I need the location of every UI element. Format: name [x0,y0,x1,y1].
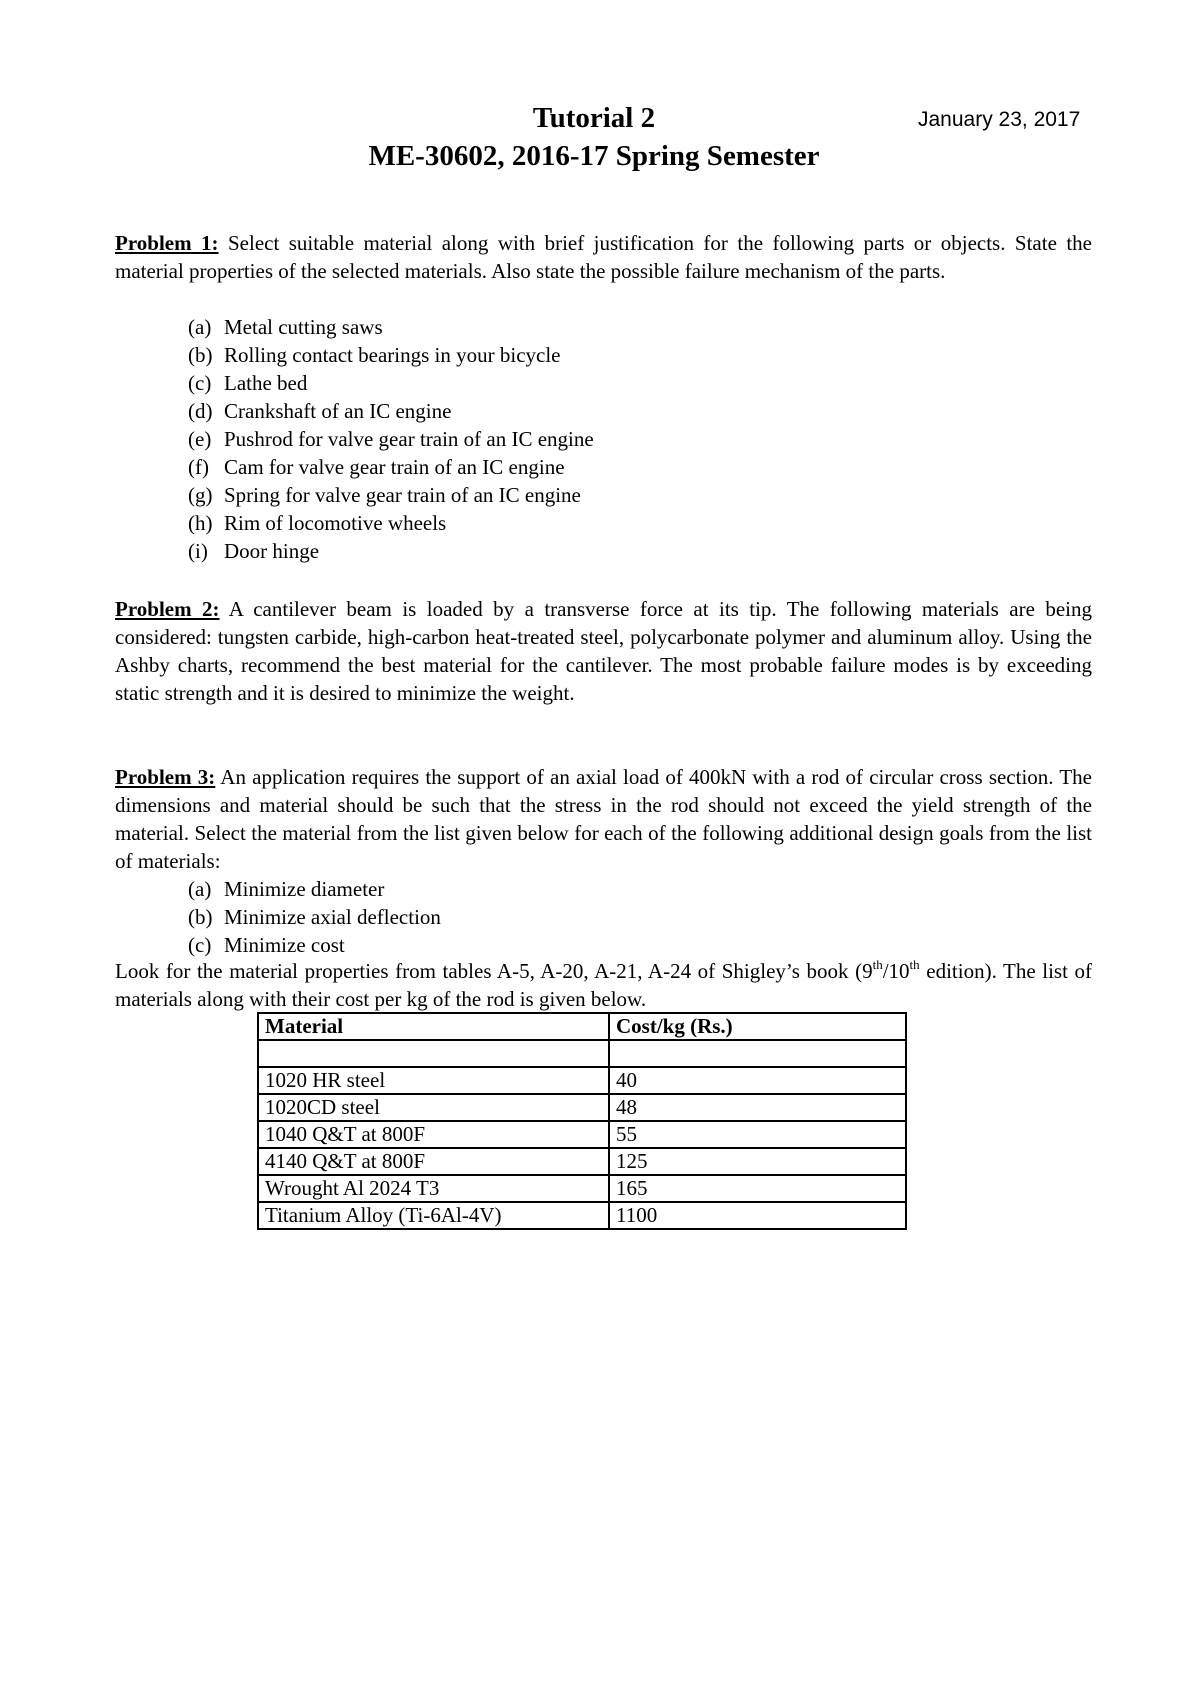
note-part-3: edition). The list of materials along with their cost per kg of the rod is given below. [115,959,1092,1011]
table-row [258,1094,906,1121]
problem-2-label: Problem 2: [115,597,220,621]
item-text: Pushrod for valve gear train of an IC engine [224,427,594,451]
list-item [115,509,1092,537]
cell-material [258,1040,609,1067]
list-item [115,341,1092,369]
list-item [115,931,1092,959]
table-header-row [258,1013,906,1040]
list-item [115,453,1092,481]
list-item [115,875,1092,903]
material-cost-table [257,1012,907,1230]
problem-3-statement [115,763,1092,875]
item-label: (c) [188,371,212,395]
item-label: (f) [188,455,209,479]
table-row [258,1202,906,1229]
item-text: Door hinge [224,539,320,563]
problem-2-statement [115,595,1092,707]
item-text: Spring for valve gear train of an IC engine [224,483,581,507]
list-item [115,369,1092,397]
problem-1-statement [115,229,1092,285]
problem-2-text: A cantilever beam is loaded by a transverse force at its tip. The following materials are being considered: tungsten carbide, high-carbon heat-treated steel, polycarbonate polymer and aluminum alloy. Using the Ashby charts, recommend the best material for the cantilever. The most probable failure modes is by exceeding static strength and it is desired to minimize the weight. [115,597,1092,705]
item-text: Crankshaft of an IC engine [224,399,452,423]
problem-1-list [115,313,1092,565]
item-text: Metal cutting saws [224,315,383,339]
list-item [115,903,1092,931]
cell-cost [609,1040,906,1067]
cell-material: 1040 Q&T at 800F [258,1121,609,1148]
item-text: Lathe bed [224,371,308,395]
list-item [115,425,1092,453]
table-row [258,1175,906,1202]
list-item [115,397,1092,425]
item-label: (e) [188,427,212,451]
table-row [258,1148,906,1175]
superscript-th: th [872,957,883,972]
cell-cost: 55 [609,1121,906,1148]
cell-cost: 48 [609,1094,906,1121]
cell-material: 1020CD steel [258,1094,609,1121]
superscript-th: th [909,957,920,972]
table-row [258,1121,906,1148]
item-label: (d) [188,399,213,423]
item-text: Rolling contact bearings in your bicycle [224,343,561,367]
item-text: Minimize diameter [224,877,385,901]
item-label: (a) [188,315,212,339]
page-date: January 23, 2017 [918,108,1081,131]
item-text: Rim of locomotive wheels [224,511,447,535]
cell-material: Wrought Al 2024 T3 [258,1175,609,1202]
note-part-2: /10 [882,959,910,983]
cell-material: 4140 Q&T at 800F [258,1148,609,1175]
list-item [115,537,1092,565]
problem-3-text: An application requires the support of an axial load of 400kN with a rod of circular cross section. The dimensions and material should be such that the stress in the rod should not exceed the yield strength of the material. Select the material from the list given below for each of the following additional design goals from the list of materials: [115,765,1092,873]
problem-1-text: Select suitable material along with brief justification for the following parts or objects. State the material properties of the selected materials. Also state the possible failure mechanism of the parts. [115,231,1092,283]
cell-material: 1020 HR steel [258,1067,609,1094]
problem-3-list [115,875,1092,959]
list-item [115,481,1092,509]
header-cost: Cost/kg (Rs.) [609,1013,906,1040]
problem-1-label: Problem 1: [115,231,219,255]
item-label: (a) [188,877,212,901]
item-text: Minimize axial deflection [224,905,441,929]
course-subtitle: ME-30602, 2016-17 Spring Semester [368,140,820,172]
cell-cost: 165 [609,1175,906,1202]
table-row [258,1040,906,1067]
note-part-1: Look for the material properties from tables A-5, A-20, A-21, A-24 of Shigley’s book (9 [115,959,873,983]
problem-3-label: Problem 3: [115,765,216,789]
item-label: (c) [188,933,212,957]
cell-cost: 40 [609,1067,906,1094]
header-material: Material [258,1013,609,1040]
item-text: Minimize cost [224,933,345,957]
cell-cost: 1100 [609,1202,906,1229]
problem-3-reference-note [115,957,1092,1013]
item-label: (h) [188,511,213,535]
list-item [115,313,1092,341]
table-row [258,1067,906,1094]
item-text: Cam for valve gear train of an IC engine [224,455,565,479]
cell-cost: 125 [609,1148,906,1175]
item-label: (g) [188,483,213,507]
item-label: (b) [188,343,213,367]
cell-material: Titanium Alloy (Ti-6Al-4V) [258,1202,609,1229]
item-label: (i) [188,539,208,563]
item-label: (b) [188,905,213,929]
page-title: Tutorial 2 [532,102,656,134]
